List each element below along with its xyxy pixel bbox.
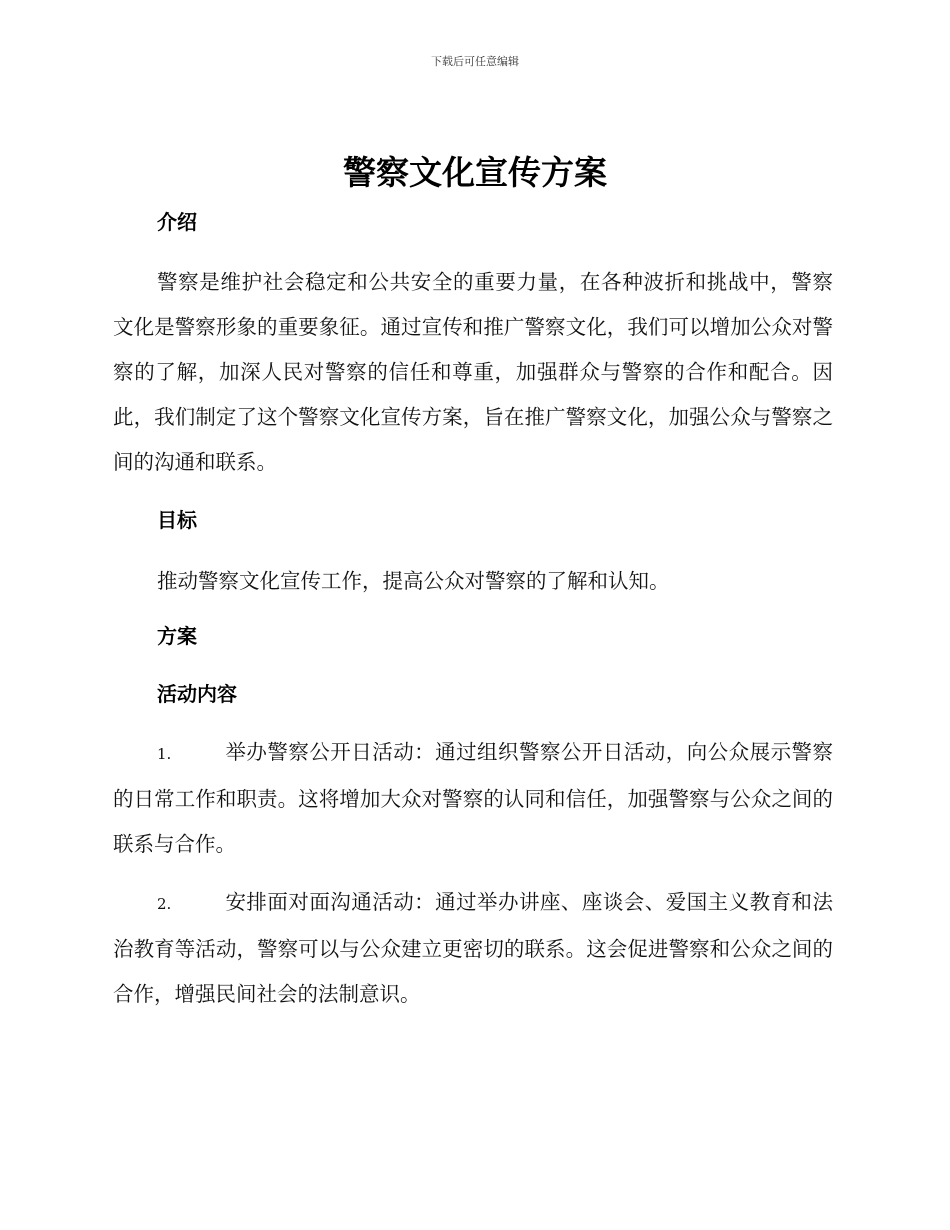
list-item-number: 1. xyxy=(157,745,172,763)
page-header-note: 下载后可任意编辑 xyxy=(431,55,519,68)
intro-heading: 介绍 xyxy=(157,210,197,234)
list-item-text: 举办警察公开日活动：通过组织警察公开日活动，向公众展示警察的日常工作和职责。这将增加大众对警察的认同和信任，加强警察与公众之间的联系与合作。 xyxy=(113,740,833,856)
goal-heading: 目标 xyxy=(157,508,197,532)
activities-heading: 活动内容 xyxy=(157,682,237,706)
list-item-text: 安排面对面沟通活动：通过举办讲座、座谈会、爱国主义教育和法治教育等活动，警察可以与公众建立更密切的联系。这会促进警察和公众之间的合作，增强民间社会的法制意识。 xyxy=(113,890,833,1006)
document-title: 警察文化宣传方案 xyxy=(343,153,607,192)
document-body xyxy=(113,204,833,1017)
list-item xyxy=(113,880,833,1017)
list-item-number: 2. xyxy=(157,895,172,913)
plan-heading: 方案 xyxy=(157,624,197,648)
intro-paragraph: 警察是维护社会稳定和公共安全的重要力量，在各种波折和挑战中，警察文化是警察形象的重要象征。通过宣传和推广警察文化，我们可以增加公众对警察的了解，加深人民对警察的信任和尊重，加强群众与警察的合作和配合。因此，我们制定了这个警察文化宣传方案，旨在推广警察文化，加强公众与警察之间的沟通和联系。 xyxy=(113,270,833,474)
goal-paragraph: 推动警察文化宣传工作，提高公众对警察的了解和认知。 xyxy=(157,569,670,593)
list-item xyxy=(113,730,833,867)
